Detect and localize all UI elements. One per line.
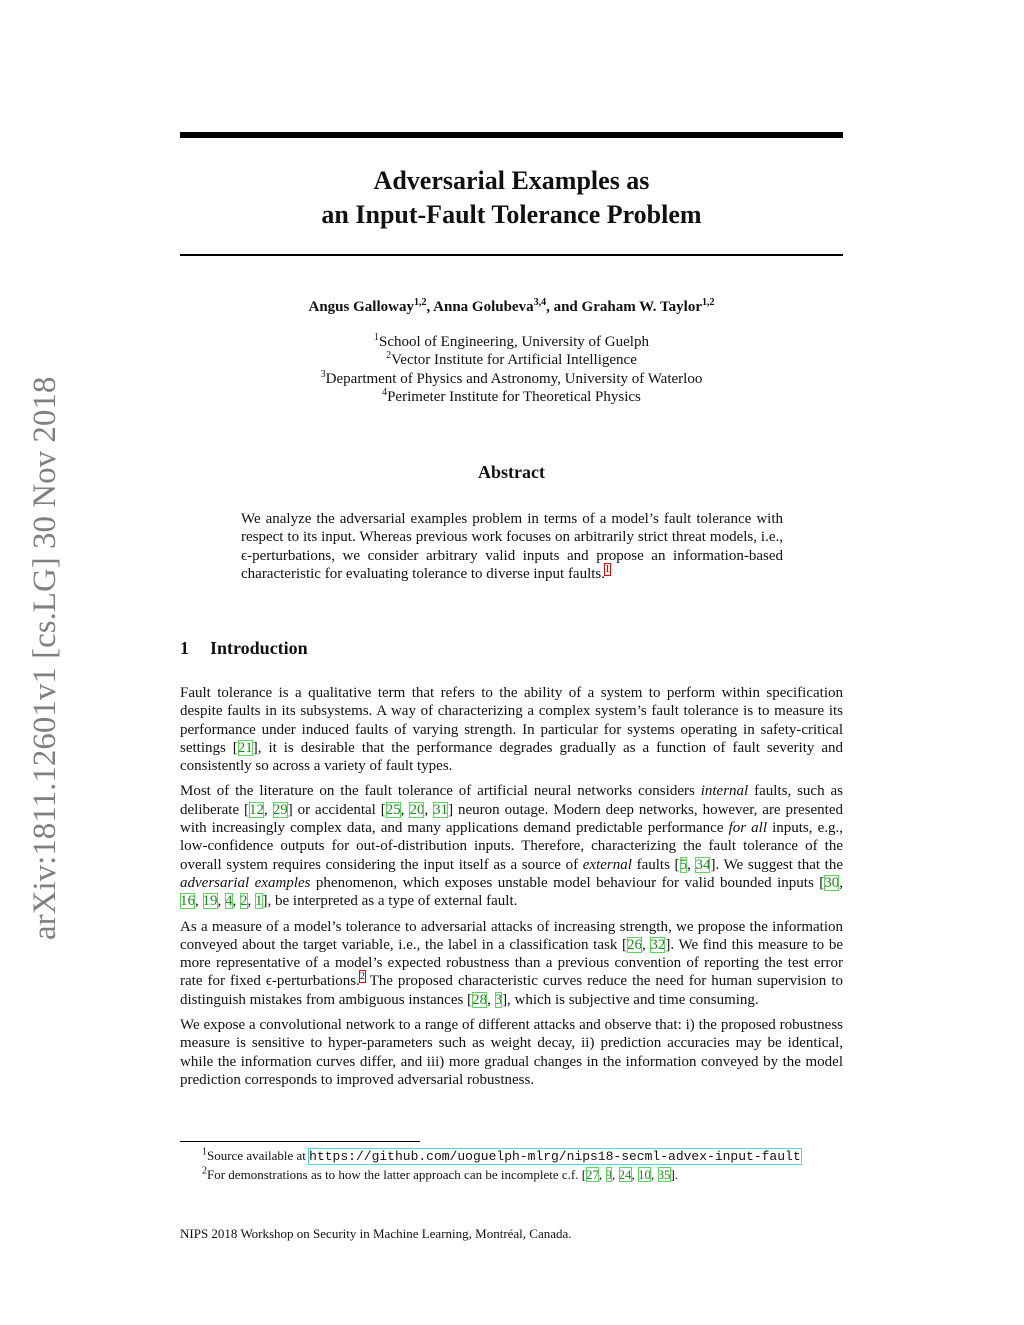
section-title: Introduction — [210, 638, 308, 658]
section-number: 1 — [180, 638, 189, 658]
citation-link[interactable]: 32 — [650, 936, 666, 953]
citation-link[interactable]: 19 — [202, 893, 218, 910]
footnotes — [180, 1147, 843, 1184]
citation-link[interactable]: 1 — [255, 893, 263, 910]
author-separator: , — [426, 299, 434, 315]
citation-link[interactable]: 29 — [272, 801, 288, 818]
source-url-link[interactable]: https://github.com/uoguelph-mlrg/nips18-secml-advex-input-fault — [309, 1149, 801, 1164]
paragraph: As a measure of a model’s tolerance to adversarial attacks of increasing strength, we propose the information conveyed about the target variable, i.e., the label in a classification task [26, 32]. We find this measure to be more representative of a model’s expected robustness than a previous convention of reporting the test error rate for fixed ϵ-perturbations.$^2$ The proposed characteristic curves reduce the need for human supervision to distinguish mistakes from ambiguous instances [28, 3], which is subjective and time consuming. — [180, 918, 843, 1008]
emphasis: internal — [700, 783, 749, 800]
arxiv-stamp[interactable]: arXiv:1811.12601v1 [cs.LG] 30 Nov 2018 — [27, 376, 63, 940]
paragraph — [180, 684, 843, 775]
citation-link[interactable]: 9 — [605, 1167, 613, 1182]
citation-link[interactable]: 27 — [586, 1167, 600, 1182]
citation-link[interactable]: 30 — [824, 874, 840, 891]
citation-link[interactable]: 10 — [638, 1167, 652, 1182]
text-run: Fault tolerance is a qualitative term that refers to the ability of a system to perform within specification despite faults in its subsystems. A way of characterizing a complex system’s fault tolerance is to measure its performance under induced faults of varying strength. In particular for systems operating in safety-critical settings [ — [180, 685, 843, 756]
section-body — [180, 684, 843, 1096]
text-run: As a measure of a model’s tolerance to adversarial attacks of increasing strength, we propose the information conveyed about the target variable, i.e., the label in a classification task [ — [180, 918, 843, 953]
footnote-2: $^2$For demonstrations as to how the latter approach can be incomplete c.f. [27, 9, 24, 10, 35]. — [202, 1165, 679, 1182]
emphasis: for all — [728, 820, 767, 837]
text-run: ], be interpreted as a type of external fault. — [262, 893, 518, 910]
author-name: Graham W. Taylor — [581, 299, 702, 315]
footnote-marker: 2 — [202, 1165, 207, 1177]
citation-link[interactable]: 25 — [385, 801, 401, 818]
title-line-2: an Input-Fault Tolerance Problem — [321, 200, 702, 229]
paragraph: We expose a convolutional network to a range of different attacks and observe that: i) the proposed robustness measure is sensitive to hyper-parameters such as weight decay, ii) prediction accuracies may be identical, while the information curves differ, and iii) more gradual changes in the information conveyed by the model prediction corresponds to improved adversarial robustness. — [180, 1017, 843, 1088]
text-run: ] neuron outage. Modern deep networks, however, are presented with increasingly complex data, and many applications demand predictable performance — [180, 801, 843, 837]
affiliation-sup: 4 — [382, 386, 388, 398]
affiliation-text: Department of Physics and Astronomy, University of Waterloo — [325, 370, 703, 387]
text-run: Most of the literature on the fault tolerance of artificial neural networks considers — [180, 783, 701, 800]
citation-link[interactable]: 35 — [657, 1167, 671, 1182]
emphasis: external — [582, 856, 632, 873]
citation-link[interactable]: 24 — [618, 1167, 632, 1182]
citation-link[interactable]: 16 — [180, 893, 195, 910]
text-run: The proposed characteristic curves reduce the need for human supervision to distinguish mistakes from ambiguous instances [ — [180, 973, 843, 1008]
footnote-text: For demonstrations as to how the latter approach can be incomplete c.f. [ — [207, 1167, 587, 1182]
text-run: ], it is desirable that the performance degrades gradually as a function of fault severity and consistently so across a variety of fault types. — [180, 739, 843, 775]
title-bottom-rule — [180, 254, 843, 256]
affiliation — [180, 388, 843, 406]
author-name: Angus Galloway — [308, 299, 414, 315]
section-heading — [180, 636, 308, 660]
footnote-rule — [180, 1141, 420, 1142]
footnote-marker: 1 — [202, 1146, 207, 1158]
citation-link[interactable]: 2 — [240, 893, 248, 910]
paragraph: Most of the literature on the fault tolerance of artificial neural networks considers internal faults, such as deliberate [12, 29] or accidental [25, 20, 31] neuron outage. Modern deep networks, however, are presented with increasingly complex data, and many applications demand predictable performance for all inputs, e.g., low-confidence outputs for out-of-distribution inputs. Therefore, characterizing the fault tolerance of the overall system requires considering the input itself as a source of external faults [5, 34]. We suggest that the adversarial examples phenomenon, which exposes unstable model behaviour for valid bounded inputs [30, 16, 19, 4, 2, 1], be interpreted as a type of external fault. — [180, 783, 843, 910]
citation-link[interactable]: 21 — [237, 739, 253, 756]
author-affil-sup: 3,4 — [533, 297, 547, 308]
paper-title — [180, 164, 843, 232]
affiliation-sup: 2 — [386, 350, 392, 362]
citation-link[interactable]: 26 — [626, 936, 642, 953]
text-run: faults, such as deliberate [ — [180, 783, 843, 818]
abstract-text: We analyze the adversarial examples problem in terms of a model’s fault tolerance with respect to its input. Whereas previous work focuses on arbitrarily strict threat models, i.e., ϵ-perturbations, we consider arbitrary valid inputs and propose an information-based characteristic for evaluating tolerance to diverse input faults. — [241, 511, 783, 582]
affiliation — [180, 370, 843, 388]
citation-link[interactable]: 28 — [472, 991, 488, 1008]
citation-link[interactable]: 5 — [679, 856, 688, 873]
text-run: ], which is subjective and time consuming. — [502, 991, 759, 1008]
abstract-body — [241, 510, 783, 583]
citation-link[interactable]: 3 — [494, 991, 503, 1008]
affiliation-sup: 3 — [320, 368, 326, 380]
footnote-text: ]. — [670, 1167, 679, 1182]
affiliation-text: School of Engineering, University of Guelph — [379, 334, 649, 350]
author-affil-sup: 1,2 — [701, 297, 715, 308]
affiliation — [180, 333, 843, 351]
affiliation — [180, 351, 843, 369]
venue-line: NIPS 2018 Workshop on Security in Machine Learning, Montréal, Canada. — [180, 1226, 572, 1241]
text-run: ]. We suggest that the — [710, 856, 843, 873]
citation-link[interactable]: 34 — [695, 856, 711, 873]
affiliation-text: Perimeter Institute for Theoretical Physics — [387, 388, 641, 405]
title-line-1: Adversarial Examples as — [373, 166, 650, 195]
abstract-heading: Abstract — [478, 462, 545, 482]
title-top-rule — [180, 132, 843, 138]
affiliation-text: Vector Institute for Artificial Intelligence — [391, 352, 637, 369]
affiliation-list — [180, 333, 843, 406]
footnote-text: Source available at — [207, 1148, 310, 1163]
citation-link[interactable]: 20 — [409, 801, 425, 818]
author-affil-sup: 1,2 — [413, 297, 427, 308]
citation-link[interactable]: 12 — [249, 801, 265, 818]
citation-link[interactable]: 4 — [225, 893, 233, 910]
citation-link[interactable]: 31 — [433, 801, 449, 818]
author-list — [180, 296, 843, 318]
text-run: phenomenon, which exposes unstable model behaviour for valid bounded inputs [ — [310, 874, 825, 891]
text-run: faults [ — [631, 856, 680, 873]
text-run: ]. We find this measure to be more representative of a model’s expected robustness than a previous convention of reporting the test error rate for fixed ϵ-perturbations. — [180, 936, 843, 990]
affiliation-sup: 1 — [374, 332, 380, 343]
footnote-ref-link[interactable]: 1 — [605, 563, 611, 575]
footnote-ref-link[interactable]: 2 — [359, 971, 365, 983]
author-name: Anna Golubeva — [433, 299, 534, 315]
footnote-1 — [180, 1147, 843, 1166]
author-separator: , and — [546, 299, 582, 315]
text-run: inputs, e.g., low-confidence outputs for out-of-distribution inputs. Therefore, characterizing the fault tolerance of the overall system requires considering the input itself as a source of — [180, 820, 843, 873]
text-run: ] or accidental [ — [287, 801, 386, 818]
emphasis: adversarial examples — [180, 874, 311, 891]
